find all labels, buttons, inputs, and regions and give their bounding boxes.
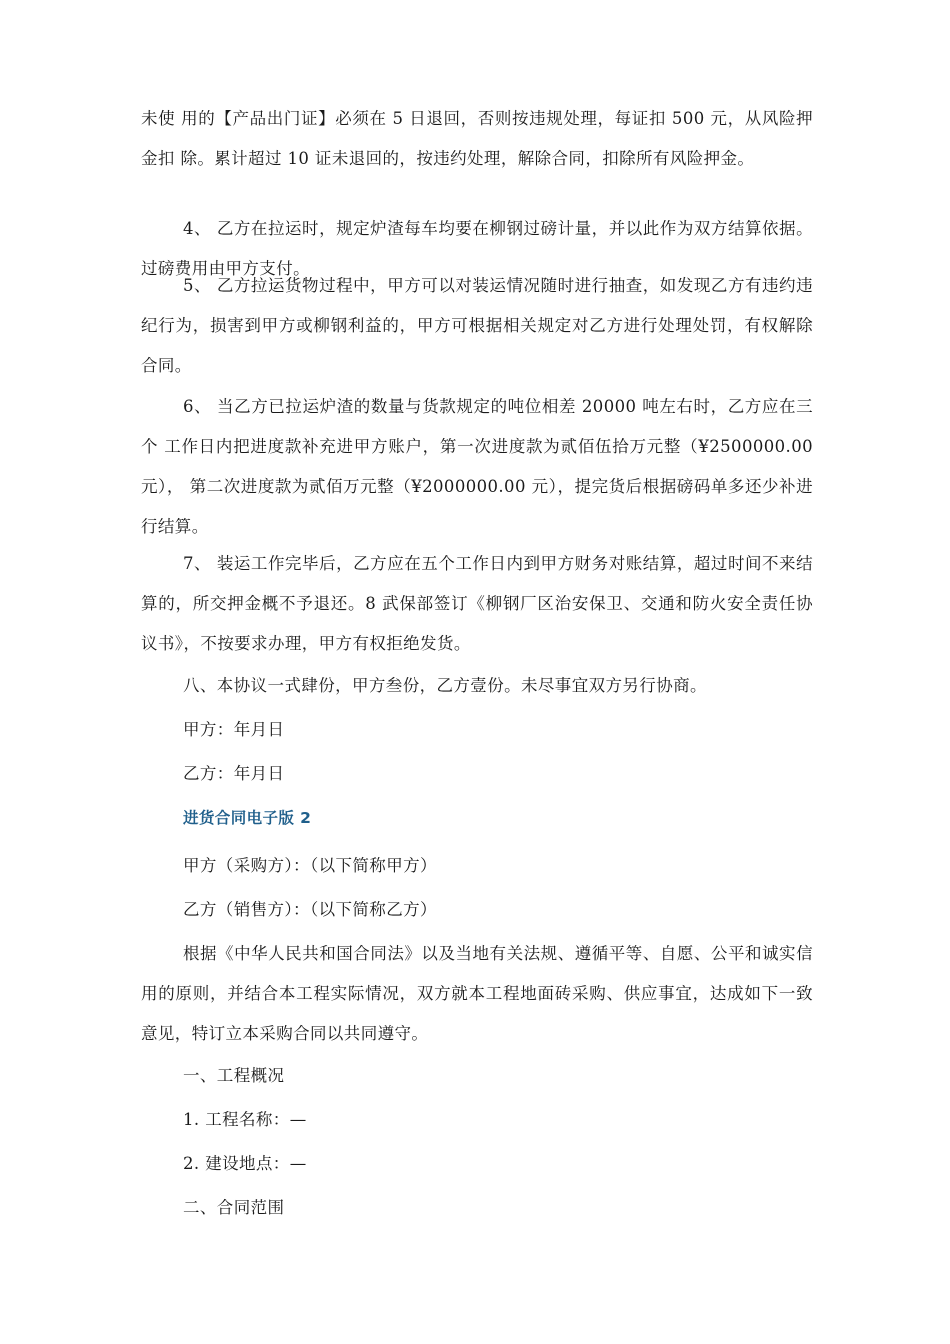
party-b-signature-line: 乙方：年月日 — [183, 764, 285, 783]
paragraph-clause-4: 4、 乙方在拉运时，规定炉渣每车均要在柳钢过磅计量，并以此作为双方结算依据。 过磅费用由甲方支付。 — [141, 219, 813, 278]
paragraph-clause-8: 八、本协议一式肆份，甲方叁份，乙方壹份。未尽事宜双方另行协商。 — [183, 676, 707, 695]
paragraph-clause-6: 6、 当乙方已拉运炉渣的数量与货款规定的吨位相差 20000 吨左右时，乙方应在三个 工作日内把进度款补充进甲方账户，第一次进度款为贰佰伍拾万元整（¥2500000.00 元）， 第二次进度款为贰佰万元整（¥2000000.00 元），提完货后根据磅码单多还少补进行结算。 — [141, 397, 813, 536]
heading-project-overview: 一、工程概况 — [183, 1066, 285, 1085]
paragraph-clause-7: 7、 装运工作完毕后，乙方应在五个工作日内到甲方财务对账结算，超过时间不来结 算的，所交押金概不予退还。8 武保部签订《柳钢厂区治安保卫、交通和防火安全责任协 议书》，不按要求办理，甲方有权拒绝发货。 — [141, 554, 813, 653]
paragraph-contract-basis: 根据《中华人民共和国合同法》以及当地有关法规、遵循平等、自愿、公平和诚实信 用的原则，并结合本工程实际情况，双方就本工程地面砖采购、供应事宜，达成如下一致 意见，特订立本采购合同以共同遵守。 — [141, 944, 813, 1043]
paragraph-clause-5: 5、 乙方拉运货物过程中，甲方可以对装运情况随时进行抽查，如发现乙方有违约违 纪行为，损害到甲方或柳钢利益的，甲方可根据相关规定对乙方进行处理处罚，有权解除 合同。 — [141, 276, 813, 375]
item-project-name: 1. 工程名称：— — [183, 1110, 307, 1129]
party-a-signature-line: 甲方：年月日 — [183, 720, 285, 739]
party-a-purchaser: 甲方（采购方）：（以下简称甲方） — [183, 856, 437, 875]
section-title: 进货合同电子版 2 — [183, 809, 312, 827]
paragraph-product-exit-certificate: 未使 用的【产品出门证】必须在 5 日退回，否则按违规处理，每证扣 500 元，从风险押金扣 除。累计超过 10 证未退回的，按违约处理，解除合同，扣除所有风险押金。 — [141, 109, 813, 168]
party-b-seller: 乙方（销售方）：（以下简称乙方） — [183, 900, 437, 919]
item-construction-site: 2. 建设地点：— — [183, 1154, 307, 1173]
heading-contract-scope: 二、合同范围 — [183, 1198, 285, 1217]
